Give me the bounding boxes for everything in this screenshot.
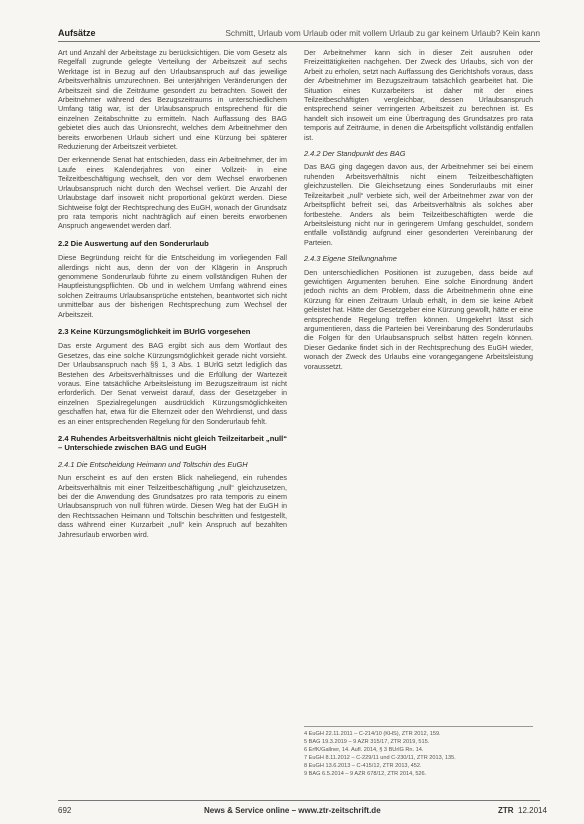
right-column <box>304 48 533 375</box>
section-heading: 2.3 Keine Kürzungsmöglichkeit im BUrlG vorgesehen <box>58 326 251 336</box>
paragraph: Den unterschiedlichen Positionen ist zuzugeben, dass beide auf gewichtigen Argumenten beruhen. Eine solche Einordnung ändert jedoch nichts an dem Problem, dass die Arbeitnehmerin ohne eine Kürzung für einen Zeitraum Urlaub erhält, in dem sie keine Arbeit geleistet hat. Hätte der Gesetzgeber eine Kürzung gewollt, hätte er eine entsprechende Regelung treffen können. Umgekehrt lässt sich argumentieren, dass die Parteien bei Vereinbarung des Sonderurlaubs die Folgen für den Urlaubsanspruch selbst hätten regeln können. Dieser Gedanke findet sich in der Rechtsprechung des EuGH wieder, wonach der Zweck des Urlaubs eine vorangegangene Arbeitsleistung voraussetzt. <box>304 267 533 371</box>
section-label: Aufsätze <box>58 28 96 38</box>
footnote: 9 BAG 6.5.2014 – 9 AZR 678/12, ZTR 2014, 526. <box>304 771 427 777</box>
footnote: 4 EuGH 22.11.2011 – C-214/10 (KHS), ZTR 2012, 159. <box>304 731 441 737</box>
journal-name: ZTR <box>498 806 514 815</box>
section-heading: 2.4 Ruhendes Arbeitsverhältnis nicht gleich Teilzeitarbeit „null“ – Unterschiede zwischen BAG und EuGH <box>58 434 287 453</box>
paragraph: Das BAG ging dagegen davon aus, der Arbeitnehmer sei bei einem ruhenden Arbeitsverhältnis nicht einem Teilzeitbeschäftigten gleichzustellen. Die Gleichsetzung eines Sonderurlaubs mit einer Teilzeitarbeit „null“ verbiete sich, weil der Arbeitnehmer zwar von der Arbeitspflicht befreit sei, das Arbeitsverhältnis als solches aber fortbestehe. Anders als beim Teilzeitbeschäftigten werde die Arbeitsleistung nicht nur in geringerem Umfang geschuldet, sondern entfalle vollständig aufgrund einer gesonderten Vereinbarung der Parteien. <box>304 162 533 247</box>
left-column <box>58 48 287 543</box>
footnote: 7 EuGH 8.11.2012 – C-229/11 und C-230/11, ZTR 2013, 135. <box>304 755 456 761</box>
subsection-heading: 2.4.1 Die Entscheidung Heimann und Toltschin des EuGH <box>58 459 248 469</box>
paragraph: Diese Begründung reicht für die Entscheidung im vorliegenden Fall allerdings nicht aus, denn der von der Klägerin in Anspruch genommene Sonderurlaub führte zu einem vollständigen Ruhen der Hauptleistungspflichten. Ob und in welchem Umfang während eines solchen Zeitraums Urlaubsansprüche entstehen, beantwortet sich nicht unmittelbar aus der bisherigen Rechtsprechung zum Wechsel der Arbeitszeit. <box>58 253 287 319</box>
paragraph: Der Arbeitnehmer kann sich in dieser Zeit ausruhen oder Freizeittätigkeiten nachgehen. Der Zweck des Urlaubs, sich von der Arbeit zu erholen, setzt nach Auffassung des Gerichtshofs voraus, dass der Arbeitnehmer im Bezugszeitraum tatsächlich gearbeitet hat. Die Situation eines Kurzarbeiters ist daher mit der eines Teilzeitbeschäftigten vergleichbar, dessen Urlaubsanspruch entsprechend seiner verringerten Arbeitszeit zu berechnen ist. Es handelt sich insoweit um eine Übertragung des Grundsatzes pro rata temporis auf Zeiträume, in denen die Arbeitspflicht vollständig entfallen ist. <box>304 48 533 142</box>
footer-website: News & Service online – www.ztr-zeitschrift.de <box>204 806 381 815</box>
paragraph: Nun erscheint es auf den ersten Blick naheliegend, ein ruhendes Arbeitsverhältnis mit einer Teilzeitbeschäftigung „null“ gleichzusetzen, bei der die Anwendung des Grundsatzes pro rata temporis zu einem Urlaubsanspruch von null führen würde. Diesen Weg hat der EuGH in den Rechtssachen Heimann und Toltschin beschritten und festgestellt, dass während einer Kurzarbeit „null“ kein Anspruch auf bezahlten Jahresurlaub erworben wird. <box>58 473 287 539</box>
footnotes <box>304 726 533 778</box>
header-rule <box>58 41 540 42</box>
section-heading: 2.2 Die Auswertung auf den Sonderurlaub <box>58 238 209 248</box>
footer-rule <box>58 800 540 801</box>
running-title: Schmitt, Urlaub vom Urlaub oder mit vollem Urlaub zu gar keinem Urlaub? Kein kann <box>225 28 540 38</box>
footnote: 8 EuGH 13.6.2013 – C-415/12, ZTR 2013, 452. <box>304 763 422 769</box>
footnote: 6 ErfK/Gallner, 14. Aufl. 2014, § 3 BUrlG Rn. 14. <box>304 747 424 753</box>
paragraph: Der erkennende Senat hat entschieden, dass ein Arbeitnehmer, der im Laufe eines Kalenderjahres von einer Vollzeit- in eine Teilzeitbeschäftigung wechselt, den vor dem Wechsel erworbenen Urlaubsanspruch nicht durch den Wechsel verliert. Die Anzahl der Urlaubstage darf insoweit nicht proportional gekürzt werden. Diese Sichtweise folgt der Rechtsprechung des EuGH, wonach der Grundsatz pro rata temporis nicht nachträglich auf einen bereits erworbenen Anspruch angewendet werden darf. <box>58 155 287 231</box>
page-header <box>0 0 584 42</box>
issue-number: 12.2014 <box>518 806 547 815</box>
paragraph: Art und Anzahl der Arbeitstage zu berücksichtigen. Die vom Gesetz als Regelfall zugrunde gelegte Verteilung der Arbeitszeit auf sechs Werktage ist in Bezug auf den Urlaubsanspruch auf das jeweilige Arbeitsverhältnis umzurechnen. Bei unterjährigen Veränderungen der Arbeitszeit sind die Zeiträume gesondert zu betrachten. Soweit der Arbeitnehmer während des Bezugszeitraums in unterschiedlichem Umfang tätig war, ist der Urlaubsanspruch entsprechend für die einzelnen Zeitabschnitte zu ermitteln. Nach Auffassung des BAG gebietet dies auch das Unionsrecht, welches dem Arbeitnehmer den bereits erworbenen Urlaub sichert und eine Kürzung bei späterer Reduzierung der Arbeitszeit verbietet. <box>58 48 287 152</box>
paragraph: Das erste Argument des BAG ergibt sich aus dem Wortlaut des Gesetzes, das eine solche Kürzungsmöglichkeit gerade nicht vorsieht. Der Urlaubsanspruch nach §§ 1, 3 Abs. 1 BUrlG setzt lediglich das Bestehen des Arbeitsverhältnisses und die Erfüllung der Wartezeit voraus. Eine tatsächliche Arbeitsleistung im Bezugszeitraum ist nicht erforderlich. Der Senat verweist darauf, dass der Gesetzgeber in einzelnen Spezialregelungen ausdrücklich Kürzungsmöglichkeiten geschaffen hat, etwa für die Elternzeit oder den Wehrdienst, und dass es an einer entsprechenden Regelung für den Sonderurlaub fehlt. <box>58 341 287 426</box>
page-number: 692 <box>58 806 72 815</box>
subsection-heading: 2.4.3 Eigene Stellungnahme <box>304 254 397 264</box>
footnote: 5 BAG 19.3.2019 – 9 AZR 315/17, ZTR 2019, 515. <box>304 739 430 745</box>
subsection-heading: 2.4.2 Der Standpunkt des BAG <box>304 149 406 159</box>
